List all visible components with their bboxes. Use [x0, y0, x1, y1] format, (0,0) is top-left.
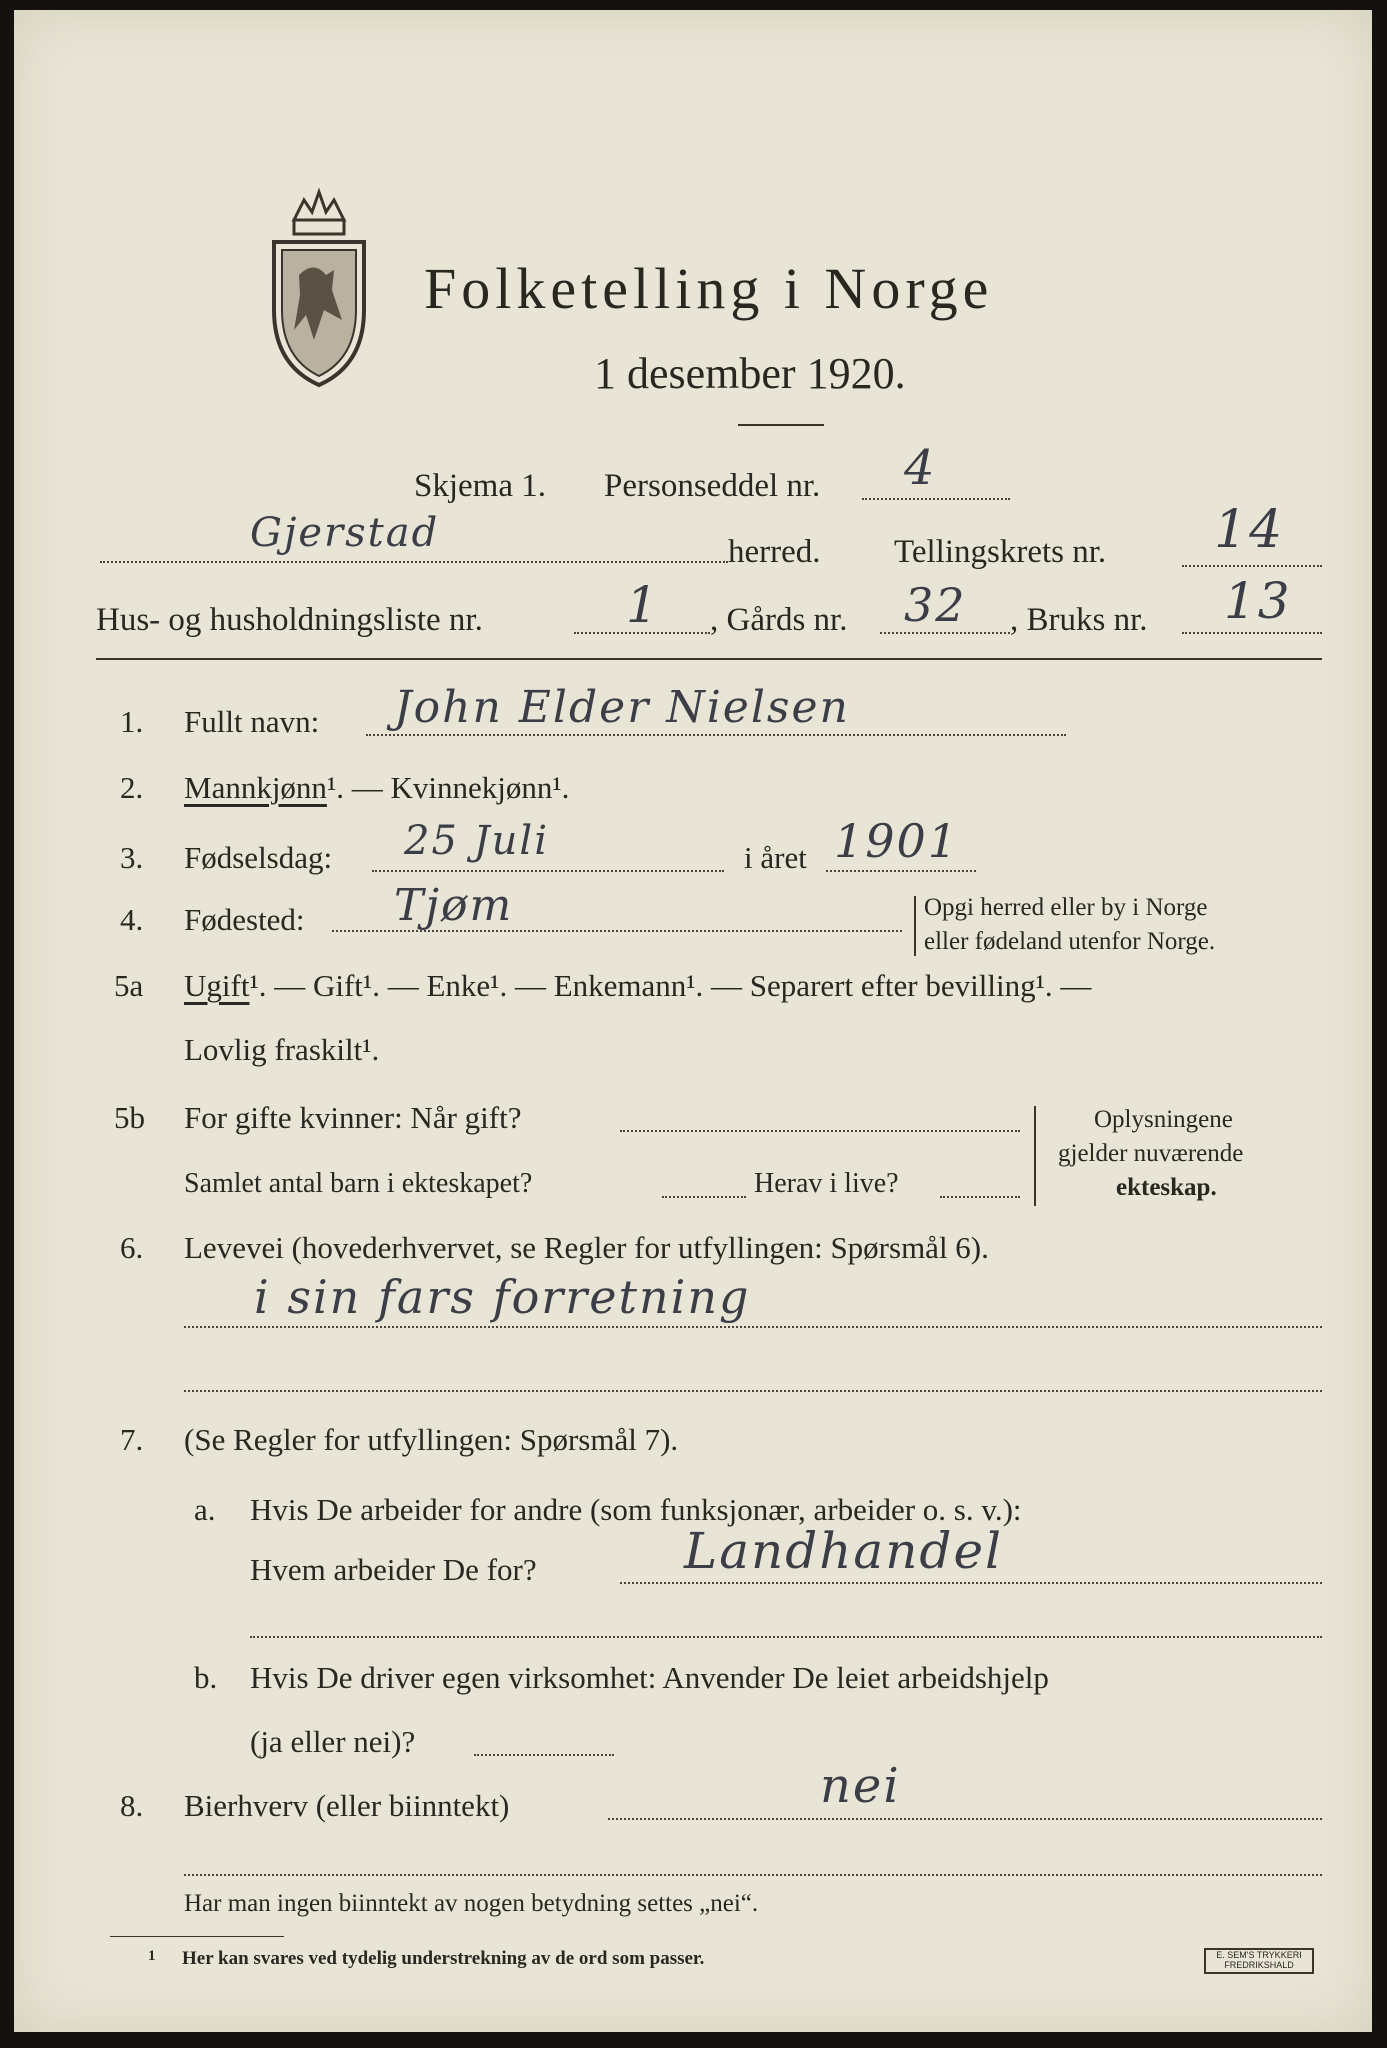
q7a-extra-line: [250, 1636, 1322, 1638]
tellingskrets-line: [1182, 565, 1322, 567]
q8-extra-line: [184, 1874, 1322, 1876]
stamp-line2: FREDRIKSHALD: [1224, 1960, 1294, 1970]
q7a-number: a.: [194, 1492, 216, 1527]
q7-label: (Se Regler for utfyllingen: Spørsmål 7).: [184, 1422, 679, 1457]
q3-day-value: 25 Juli: [404, 818, 549, 864]
q5a-line2: Lovlig fraskilt¹.: [184, 1032, 380, 1067]
q3-label: Fødselsdag:: [184, 840, 333, 875]
q4-brace: [914, 896, 916, 956]
q5b-number: 5b: [114, 1100, 145, 1135]
q4-note-line1: Opgi herred eller by i Norge: [924, 894, 1208, 921]
q7b-number: b.: [194, 1660, 218, 1695]
form-subtitle: 1 desember 1920.: [594, 349, 906, 398]
q5b-note-line3: ekteskap.: [1116, 1174, 1217, 1201]
q5b-line1: For gifte kvinner: Når gift?: [184, 1100, 522, 1135]
footnote-text: Her kan svares ved tydelig understrekning av de ord som passer.: [182, 1948, 705, 1969]
q5b-married-line: [620, 1130, 1020, 1132]
q2-number: 2.: [120, 770, 144, 805]
header-rule: [96, 658, 1322, 660]
q5b-note-line2: gjelder nuværende: [1058, 1140, 1244, 1167]
q5a-other-options: ¹. — Gift¹. — Enke¹. — Enkemann¹. — Separert efter bevilling¹. —: [249, 968, 1092, 1003]
q3-number: 3.: [120, 840, 144, 875]
form-title: Folketelling i Norge: [424, 256, 994, 321]
personseddel-line: [862, 498, 1010, 500]
q5b-brace: [1034, 1106, 1036, 1206]
q4-number: 4.: [120, 902, 144, 937]
q5a-number: 5a: [114, 968, 144, 1003]
personseddel-label: Personseddel nr.: [604, 468, 821, 504]
q7b-line2: (ja eller nei)?: [250, 1724, 416, 1759]
hus-value: 1: [626, 576, 660, 634]
q7b-line1: Hvis De driver egen virksomhet: Anvender De leiet arbeidshjelp: [250, 1660, 1049, 1695]
bruks-value: 13: [1224, 572, 1292, 630]
q5b-alive-line: [940, 1196, 1020, 1198]
hus-label: Hus- og husholdningsliste nr.: [96, 602, 483, 638]
q6-number: 6.: [120, 1230, 144, 1265]
q2-female-option: Kvinnekjønn: [390, 770, 553, 805]
q8-value: nei: [820, 1758, 901, 1814]
q6-label: Levevei (hovederhvervet, se Regler for utfyllingen: Spørsmål 6).: [184, 1230, 989, 1265]
bruks-line: [1182, 632, 1322, 634]
coat-of-arms-icon: [254, 180, 384, 390]
q7a-line2: Hvem arbeider De for?: [250, 1552, 537, 1587]
title-divider: [738, 424, 824, 426]
q7-number: 7.: [120, 1422, 144, 1457]
q7b-line: [474, 1754, 614, 1756]
personseddel-value: 4: [904, 440, 937, 496]
footer-note: Har man ingen biinntekt av nogen betydning settes „nei“.: [184, 1890, 759, 1917]
bruks-label: , Bruks nr.: [1010, 602, 1148, 638]
tellingskrets-value: 14: [1214, 500, 1285, 560]
q6-line2: [184, 1390, 1322, 1392]
q1-label: Fullt navn:: [184, 704, 320, 739]
herred-value: Gjerstad: [250, 510, 440, 556]
q3-year-value: 1901: [834, 814, 960, 868]
q3-year-label: i året: [744, 840, 807, 875]
gards-value: 32: [904, 578, 967, 632]
printer-stamp: [1204, 1948, 1314, 1974]
stamp-line1: E. SEM'S TRYKKERI: [1216, 1950, 1302, 1960]
q5a-ugift-option: Ugift: [184, 968, 250, 1003]
q2-options: [184, 770, 569, 806]
q5b-children-label: Samlet antal barn i ekteskapet?: [184, 1168, 533, 1199]
q6-line1: [184, 1326, 1322, 1328]
q2-end: ¹.: [552, 770, 570, 805]
q1-number: 1.: [120, 704, 144, 739]
q8-label: Bierhverv (eller biinntekt): [184, 1788, 510, 1823]
q3-year-line: [826, 870, 976, 872]
q7a-line1: Hvis De arbeider for andre (som funksjonær, arbeider o. s. v.):: [250, 1492, 1022, 1527]
gards-label: , Gårds nr.: [710, 602, 848, 638]
q3-day-line: [372, 870, 724, 872]
q7a-value: Landhandel: [684, 1522, 1004, 1580]
skjema-label: Skjema 1.: [414, 468, 546, 504]
q5a-options: [184, 968, 1091, 1004]
tellingskrets-label: Tellingskrets nr.: [894, 534, 1107, 570]
q5b-children-line: [662, 1196, 746, 1198]
q7a-line: [620, 1582, 1322, 1584]
q4-label: Fødested:: [184, 902, 305, 937]
gards-line: [880, 632, 1010, 634]
q5b-note-line1: Oplysningene: [1094, 1106, 1233, 1133]
q8-number: 8.: [120, 1788, 144, 1823]
q2-male-option: Mannkjønn: [184, 770, 327, 805]
q4-value: Tjøm: [394, 880, 514, 931]
q2-separator: ¹. —: [326, 770, 391, 805]
q8-line: [608, 1818, 1322, 1820]
q5b-alive-label: Herav i live?: [754, 1168, 899, 1199]
q6-value: i sin fars forretning: [254, 1270, 751, 1324]
herred-line: [100, 561, 728, 563]
footnote-rule: [110, 1936, 284, 1937]
q1-value: John Elder Nielsen: [394, 682, 850, 733]
q1-line: [366, 734, 1066, 736]
census-form: [14, 10, 1372, 2032]
herred-label: herred.: [728, 534, 821, 570]
q4-note-line2: eller fødeland utenfor Norge.: [924, 928, 1216, 955]
footnote-mark: 1: [148, 1948, 156, 1964]
